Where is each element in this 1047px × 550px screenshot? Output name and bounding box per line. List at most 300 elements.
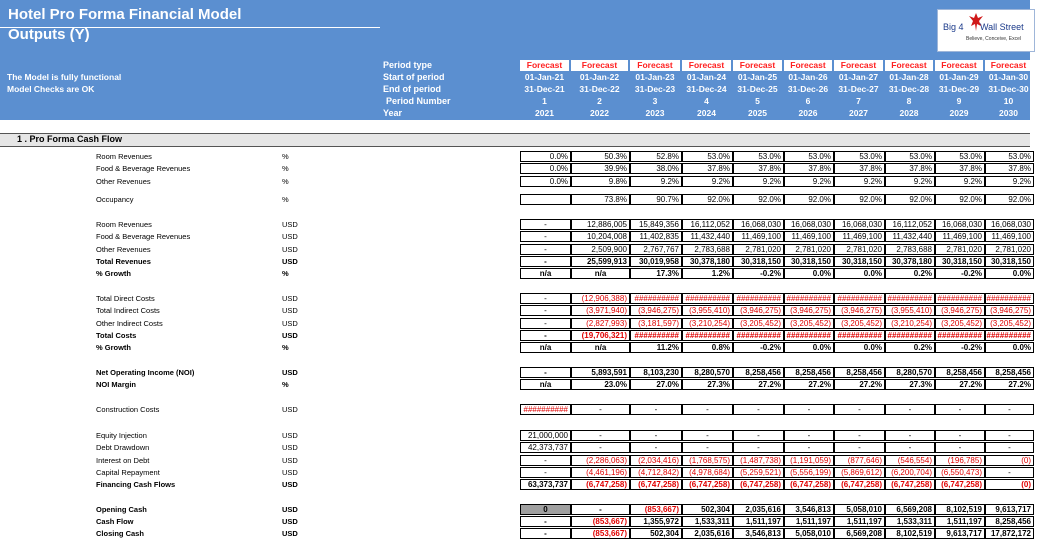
value-cell[interactable]: 5,058,010 — [834, 504, 885, 515]
value-cell[interactable]: (877,646) — [834, 455, 885, 466]
value-cell[interactable]: 37.8% — [885, 163, 935, 174]
value-cell[interactable]: (2,827,993) — [571, 318, 630, 329]
value-cell[interactable]: - — [571, 430, 630, 441]
value-cell[interactable]: (3,181,597) — [630, 318, 682, 329]
value-cell[interactable]: (853,667) — [630, 504, 682, 515]
value-cell[interactable]: 0.0% — [834, 342, 885, 353]
value-cell[interactable]: ########## — [520, 404, 571, 415]
row-unit: USD — [282, 294, 298, 303]
value-cell[interactable]: (4,461,196) — [571, 467, 630, 478]
value-cell[interactable]: 11.2% — [630, 342, 682, 353]
value-cell[interactable]: 53.0% — [784, 151, 834, 162]
value-cell[interactable]: 10,204,008 — [571, 231, 630, 242]
value-cell[interactable]: 30,318,150 — [985, 256, 1034, 267]
value-cell[interactable]: (12,906,388) — [571, 293, 630, 304]
period-label: Start of period — [383, 72, 445, 82]
value-cell[interactable]: 12,886,005 — [571, 219, 630, 230]
value-cell[interactable]: 30,378,180 — [682, 256, 733, 267]
period-label: Year — [383, 108, 403, 118]
period-type-cell: Forecast — [733, 60, 782, 71]
value-cell[interactable]: - — [784, 442, 834, 453]
value-cell[interactable]: 0.0% — [784, 342, 834, 353]
value-cell[interactable]: (2,286,063) — [571, 455, 630, 466]
row-label: Debt Drawdown — [96, 443, 150, 452]
value-cell[interactable]: - — [935, 404, 985, 415]
value-cell[interactable]: 3,546,813 — [784, 504, 834, 515]
value-cell[interactable]: - — [985, 442, 1034, 453]
period-year-cell: 2026 — [798, 108, 818, 118]
value-cell[interactable]: - — [985, 467, 1034, 478]
value-cell[interactable]: 1,511,197 — [834, 516, 885, 527]
value-cell[interactable]: 2,767,767 — [630, 244, 682, 255]
row-unit: USD — [282, 505, 298, 514]
value-cell[interactable]: - — [520, 293, 571, 304]
value-cell[interactable]: - — [520, 455, 571, 466]
value-cell[interactable]: 0.2% — [885, 268, 935, 279]
period-end-cell: 31-Dec-29 — [938, 84, 980, 94]
value-cell[interactable]: 37.8% — [682, 163, 733, 174]
value-cell[interactable]: 9.2% — [733, 176, 784, 187]
value-cell[interactable]: - — [834, 442, 885, 453]
period-type-cell: Forecast — [682, 60, 731, 71]
value-cell[interactable]: 11,469,100 — [733, 231, 784, 242]
value-cell[interactable]: (6,747,258) — [682, 479, 733, 490]
value-cell[interactable]: (5,556,199) — [784, 467, 834, 478]
value-cell[interactable]: 0.0% — [520, 176, 571, 187]
value-cell[interactable]: (546,554) — [885, 455, 935, 466]
value-cell[interactable]: 9.2% — [935, 176, 985, 187]
value-cell[interactable]: ########## — [682, 293, 733, 304]
value-cell[interactable]: 17,872,172 — [985, 528, 1034, 539]
value-cell[interactable]: 1.2% — [682, 268, 733, 279]
value-cell[interactable]: 53.0% — [935, 151, 985, 162]
value-cell[interactable]: (6,747,258) — [834, 479, 885, 490]
value-cell[interactable]: 53.0% — [985, 151, 1034, 162]
value-cell[interactable]: 50.3% — [571, 151, 630, 162]
value-cell[interactable]: 92.0% — [985, 194, 1034, 205]
value-cell[interactable]: 27.2% — [834, 379, 885, 390]
value-cell[interactable]: 16,068,030 — [834, 219, 885, 230]
value-cell[interactable]: - — [520, 367, 571, 378]
row-unit: USD — [282, 220, 298, 229]
value-cell[interactable]: 27.2% — [935, 379, 985, 390]
value-cell[interactable]: -0.2% — [733, 342, 784, 353]
value-cell[interactable]: - — [985, 404, 1034, 415]
value-cell[interactable]: (5,259,521) — [733, 467, 784, 478]
value-cell[interactable]: 0.0% — [985, 268, 1034, 279]
value-cell[interactable]: 6,569,208 — [834, 528, 885, 539]
value-cell[interactable]: (196,785) — [935, 455, 985, 466]
value-cell[interactable]: 92.0% — [784, 194, 834, 205]
period-type-cell: Forecast — [784, 60, 832, 71]
value-cell[interactable]: - — [885, 430, 935, 441]
value-cell[interactable]: - — [520, 528, 571, 539]
value-cell[interactable]: - — [520, 330, 571, 341]
value-cell[interactable]: - — [935, 430, 985, 441]
value-cell[interactable]: 9.2% — [985, 176, 1034, 187]
value-cell[interactable]: - — [571, 442, 630, 453]
value-cell[interactable]: 30,318,150 — [733, 256, 784, 267]
value-cell[interactable]: 502,304 — [630, 528, 682, 539]
value-cell[interactable]: 11,432,440 — [885, 231, 935, 242]
value-cell[interactable]: ########## — [885, 330, 935, 341]
value-cell[interactable]: 5,893,591 — [571, 367, 630, 378]
value-cell[interactable]: 8,280,570 — [885, 367, 935, 378]
value-cell[interactable]: 27.2% — [733, 379, 784, 390]
period-end-cell: 31-Dec-25 — [737, 84, 778, 94]
value-cell[interactable]: (5,869,612) — [834, 467, 885, 478]
value-cell[interactable]: (3,210,254) — [682, 318, 733, 329]
value-cell[interactable]: (1,768,575) — [682, 455, 733, 466]
value-cell[interactable]: ########## — [935, 293, 985, 304]
row-label: Total Direct Costs — [96, 294, 155, 303]
value-cell[interactable]: (19,706,321) — [571, 330, 630, 341]
period-year-cell: 2021 — [535, 108, 554, 118]
row-unit: USD — [282, 431, 298, 440]
value-cell[interactable]: ########## — [885, 293, 935, 304]
value-cell[interactable]: 30,318,150 — [784, 256, 834, 267]
value-cell[interactable]: ########## — [733, 293, 784, 304]
period-end-cell: 31-Dec-23 — [634, 84, 676, 94]
value-cell[interactable]: 52.8% — [630, 151, 682, 162]
value-cell[interactable]: 17.3% — [630, 268, 682, 279]
value-cell[interactable]: 1,533,311 — [682, 516, 733, 527]
value-cell[interactable]: - — [935, 442, 985, 453]
value-cell[interactable]: (3,205,452) — [733, 318, 784, 329]
value-cell[interactable]: (3,946,275) — [733, 305, 784, 316]
value-cell[interactable]: 38.0% — [630, 163, 682, 174]
value-cell[interactable]: - — [630, 404, 682, 415]
value-cell[interactable]: 27.3% — [682, 379, 733, 390]
value-cell[interactable]: (6,747,258) — [733, 479, 784, 490]
period-end-cell: 31-Dec-30 — [988, 84, 1029, 94]
value-cell[interactable]: (3,955,410) — [885, 305, 935, 316]
value-cell[interactable]: 27.2% — [985, 379, 1034, 390]
value-cell[interactable]: 1,511,197 — [935, 516, 985, 527]
value-cell[interactable]: (2,034,416) — [630, 455, 682, 466]
value-cell[interactable]: (6,747,258) — [935, 479, 985, 490]
value-cell[interactable]: (0) — [985, 479, 1034, 490]
value-cell[interactable]: - — [571, 504, 630, 515]
value-cell[interactable]: 8,102,519 — [935, 504, 985, 515]
value-cell[interactable]: 2,783,688 — [682, 244, 733, 255]
value-cell[interactable]: (3,946,275) — [985, 305, 1034, 316]
value-cell[interactable]: (3,971,940) — [571, 305, 630, 316]
value-cell[interactable]: 90.7% — [630, 194, 682, 205]
value-cell[interactable]: - — [682, 430, 733, 441]
value-cell[interactable]: 92.0% — [885, 194, 935, 205]
value-cell[interactable]: 11,432,440 — [682, 231, 733, 242]
value-cell[interactable]: ########## — [985, 330, 1034, 341]
value-cell[interactable]: 502,304 — [682, 504, 733, 515]
section-title: 1 . Pro Forma Cash Flow — [17, 134, 123, 144]
period-label: End of period — [383, 84, 441, 94]
value-cell[interactable]: 0 — [520, 504, 571, 515]
value-cell[interactable]: (0) — [985, 455, 1034, 466]
value-cell[interactable]: 0.0% — [520, 163, 571, 174]
value-cell[interactable]: - — [520, 219, 571, 230]
row-unit: USD — [282, 232, 298, 241]
value-cell[interactable]: - — [520, 231, 571, 242]
value-cell[interactable]: - — [630, 442, 682, 453]
value-cell[interactable]: 53.0% — [885, 151, 935, 162]
value-cell[interactable]: 8,258,456 — [733, 367, 784, 378]
value-cell[interactable]: 37.8% — [733, 163, 784, 174]
value-cell[interactable]: ########## — [630, 330, 682, 341]
value-cell[interactable]: 11,469,100 — [834, 231, 885, 242]
value-cell[interactable]: 11,469,100 — [985, 231, 1034, 242]
value-cell[interactable]: ########## — [935, 330, 985, 341]
value-cell[interactable]: 16,068,030 — [784, 219, 834, 230]
value-cell[interactable]: 1,511,197 — [784, 516, 834, 527]
value-cell[interactable]: n/a — [520, 379, 571, 390]
value-cell[interactable]: 9.2% — [885, 176, 935, 187]
value-cell[interactable]: 23.0% — [571, 379, 630, 390]
value-cell[interactable]: (6,747,258) — [784, 479, 834, 490]
row-unit: USD — [282, 306, 298, 315]
value-cell[interactable]: (6,747,258) — [885, 479, 935, 490]
value-cell[interactable]: ########## — [630, 293, 682, 304]
period-num-cell: 1 — [542, 96, 547, 106]
value-cell[interactable]: (4,712,842) — [630, 467, 682, 478]
value-cell[interactable]: 27.3% — [885, 379, 935, 390]
value-cell[interactable]: ########## — [834, 330, 885, 341]
row-label: Total Costs — [96, 331, 137, 340]
value-cell[interactable]: 92.0% — [682, 194, 733, 205]
period-year-cell: 2024 — [697, 108, 716, 118]
value-cell[interactable]: (6,747,258) — [571, 479, 630, 490]
value-cell[interactable]: (6,550,473) — [935, 467, 985, 478]
value-cell[interactable]: 8,258,456 — [784, 367, 834, 378]
value-cell[interactable]: 92.0% — [733, 194, 784, 205]
value-cell[interactable]: - — [682, 442, 733, 453]
logo-name-1: Big 4 — [943, 22, 964, 32]
period-type-cell: Forecast — [935, 60, 983, 71]
value-cell[interactable]: n/a — [571, 268, 630, 279]
value-cell[interactable]: ########## — [682, 330, 733, 341]
value-cell[interactable]: 16,068,030 — [935, 219, 985, 230]
value-cell[interactable]: - — [571, 404, 630, 415]
value-cell[interactable]: (3,946,275) — [935, 305, 985, 316]
value-cell[interactable]: 8,280,570 — [682, 367, 733, 378]
value-cell[interactable]: n/a — [571, 342, 630, 353]
value-cell[interactable]: - — [682, 404, 733, 415]
value-cell[interactable]: (3,205,452) — [985, 318, 1034, 329]
value-cell[interactable]: 9,613,717 — [985, 504, 1034, 515]
period-start-cell: 01-Jan-22 — [579, 72, 620, 82]
value-cell[interactable]: ########## — [834, 293, 885, 304]
period-start-cell: 01-Jan-28 — [889, 72, 929, 82]
period-year-cell: 2029 — [949, 108, 969, 118]
value-cell[interactable]: 0.0% — [520, 151, 571, 162]
value-cell[interactable]: 8,258,456 — [935, 367, 985, 378]
row-label: Opening Cash — [96, 505, 147, 514]
value-cell[interactable]: - — [733, 404, 784, 415]
value-cell[interactable]: - — [733, 442, 784, 453]
value-cell[interactable]: - — [885, 442, 935, 453]
period-year-cell: 2022 — [590, 108, 609, 118]
value-cell[interactable]: ########## — [733, 330, 784, 341]
value-cell[interactable]: 27.2% — [784, 379, 834, 390]
value-cell[interactable]: 9,613,717 — [935, 528, 985, 539]
value-cell[interactable]: 53.0% — [682, 151, 733, 162]
value-cell[interactable]: 9.2% — [784, 176, 834, 187]
value-cell[interactable]: 21,000,000 — [520, 430, 571, 441]
value-cell[interactable]: 16,068,030 — [985, 219, 1034, 230]
period-type-cell: Forecast — [885, 60, 933, 71]
value-cell[interactable]: 1,355,972 — [630, 516, 682, 527]
period-year-cell: 2030 — [999, 108, 1018, 118]
value-cell[interactable]: - — [784, 430, 834, 441]
value-cell[interactable]: 1,511,197 — [733, 516, 784, 527]
value-cell[interactable]: - — [985, 430, 1034, 441]
value-cell[interactable]: 30,318,150 — [834, 256, 885, 267]
value-cell[interactable]: ########## — [784, 330, 834, 341]
row-label: Other Indirect Costs — [96, 319, 163, 328]
value-cell[interactable]: 37.8% — [935, 163, 985, 174]
value-cell[interactable]: 42,373,737 — [520, 442, 571, 453]
value-cell[interactable]: - — [520, 256, 571, 267]
period-start-cell: 01-Jan-30 — [988, 72, 1029, 82]
row-label: Financing Cash Flows — [96, 480, 176, 489]
value-cell[interactable]: (3,205,452) — [784, 318, 834, 329]
value-cell[interactable]: 2,781,020 — [834, 244, 885, 255]
period-end-cell: 31-Dec-21 — [524, 84, 565, 94]
value-cell[interactable]: 16,112,052 — [682, 219, 733, 230]
value-cell[interactable]: - — [834, 430, 885, 441]
value-cell[interactable]: 1,533,311 — [885, 516, 935, 527]
value-cell[interactable]: 16,112,052 — [885, 219, 935, 230]
value-cell[interactable]: 30,318,150 — [935, 256, 985, 267]
value-cell[interactable]: - — [520, 305, 571, 316]
period-num-cell: 2 — [597, 96, 602, 106]
value-cell[interactable]: 37.8% — [834, 163, 885, 174]
value-cell[interactable]: 11,469,100 — [935, 231, 985, 242]
value-cell[interactable]: ########## — [784, 293, 834, 304]
value-cell[interactable]: (6,747,258) — [630, 479, 682, 490]
value-cell[interactable]: 25,599,913 — [571, 256, 630, 267]
value-cell[interactable]: 15,849,356 — [630, 219, 682, 230]
value-cell[interactable]: -0.2% — [733, 268, 784, 279]
value-cell[interactable]: (1,191,059) — [784, 455, 834, 466]
value-cell[interactable]: - — [885, 404, 935, 415]
value-cell[interactable]: (4,978,684) — [682, 467, 733, 478]
value-cell[interactable]: 39.9% — [571, 163, 630, 174]
value-cell[interactable]: - — [630, 430, 682, 441]
value-cell[interactable]: 37.8% — [784, 163, 834, 174]
value-cell[interactable]: - — [520, 318, 571, 329]
value-cell[interactable]: (3,210,254) — [885, 318, 935, 329]
value-cell[interactable]: -0.2% — [935, 268, 985, 279]
value-cell[interactable]: (1,487,738) — [733, 455, 784, 466]
value-cell[interactable]: 53.0% — [834, 151, 885, 162]
value-cell[interactable]: (853,667) — [571, 528, 630, 539]
value-cell[interactable]: 2,781,020 — [935, 244, 985, 255]
value-cell[interactable]: - — [520, 467, 571, 478]
value-cell[interactable]: (3,946,275) — [784, 305, 834, 316]
value-cell[interactable]: 2,035,616 — [733, 504, 784, 515]
value-cell[interactable]: 8,258,456 — [985, 367, 1034, 378]
value-cell[interactable]: 0.0% — [985, 342, 1034, 353]
value-cell[interactable]: (3,955,410) — [682, 305, 733, 316]
value-cell[interactable]: n/a — [520, 268, 571, 279]
value-cell[interactable]: 2,509,900 — [571, 244, 630, 255]
value-cell[interactable]: ########## — [985, 293, 1034, 304]
value-cell[interactable] — [520, 194, 571, 205]
value-cell[interactable]: 2,781,020 — [733, 244, 784, 255]
value-cell[interactable]: 8,103,230 — [630, 367, 682, 378]
value-cell[interactable]: 2,035,616 — [682, 528, 733, 539]
value-cell[interactable]: 11,469,100 — [784, 231, 834, 242]
row-label: Total Revenues — [96, 257, 151, 266]
value-cell[interactable]: 9.2% — [630, 176, 682, 187]
row-unit: USD — [282, 405, 298, 414]
value-cell[interactable]: 92.0% — [834, 194, 885, 205]
row-unit: % — [282, 380, 289, 389]
value-cell[interactable]: 9.2% — [834, 176, 885, 187]
value-cell[interactable]: -0.2% — [935, 342, 985, 353]
row-unit: USD — [282, 468, 298, 477]
value-cell[interactable]: 2,781,020 — [784, 244, 834, 255]
logo-tagline: Believe, Conceive, Excel — [966, 36, 1022, 42]
value-cell[interactable]: (3,205,452) — [834, 318, 885, 329]
value-cell[interactable]: - — [733, 430, 784, 441]
value-cell[interactable]: 63,373,737 — [520, 479, 571, 490]
value-cell[interactable]: 0.0% — [784, 268, 834, 279]
value-cell[interactable]: 0.8% — [682, 342, 733, 353]
value-cell[interactable]: 9.8% — [571, 176, 630, 187]
row-unit: USD — [282, 245, 298, 254]
value-cell[interactable]: 30,019,958 — [630, 256, 682, 267]
value-cell[interactable]: 37.8% — [985, 163, 1034, 174]
row-label: Cash Flow — [96, 517, 134, 526]
period-start-cell: 01-Jan-26 — [788, 72, 828, 82]
value-cell[interactable]: 27.0% — [630, 379, 682, 390]
value-cell[interactable]: - — [834, 404, 885, 415]
value-cell[interactable]: 6,569,208 — [885, 504, 935, 515]
value-cell[interactable]: 3,546,813 — [733, 528, 784, 539]
value-cell[interactable]: 92.0% — [935, 194, 985, 205]
value-cell[interactable]: n/a — [520, 342, 571, 353]
value-cell[interactable]: 0.2% — [885, 342, 935, 353]
value-cell[interactable]: 8,102,519 — [885, 528, 935, 539]
value-cell[interactable]: 8,258,456 — [985, 516, 1034, 527]
value-cell[interactable]: - — [520, 516, 571, 527]
value-cell[interactable]: (3,946,275) — [630, 305, 682, 316]
value-cell[interactable]: 16,068,030 — [733, 219, 784, 230]
eagle-icon — [969, 12, 983, 32]
value-cell[interactable]: 2,783,688 — [885, 244, 935, 255]
row-unit: USD — [282, 529, 298, 538]
value-cell[interactable]: (3,946,275) — [834, 305, 885, 316]
value-cell[interactable]: 30,378,180 — [885, 256, 935, 267]
period-end-cell: 31-Dec-26 — [787, 84, 829, 94]
value-cell[interactable]: 11,402,835 — [630, 231, 682, 242]
value-cell[interactable]: - — [520, 244, 571, 255]
value-cell[interactable]: (6,200,704) — [885, 467, 935, 478]
value-cell[interactable]: 5,058,010 — [784, 528, 834, 539]
value-cell[interactable]: 53.0% — [733, 151, 784, 162]
value-cell[interactable]: (853,667) — [571, 516, 630, 527]
value-cell[interactable]: 8,258,456 — [834, 367, 885, 378]
value-cell[interactable]: 9.2% — [682, 176, 733, 187]
period-start-cell: 01-Jan-25 — [737, 72, 778, 82]
value-cell[interactable]: (3,205,452) — [935, 318, 985, 329]
value-cell[interactable]: - — [784, 404, 834, 415]
value-cell[interactable]: 0.0% — [834, 268, 885, 279]
value-cell[interactable]: 2,781,020 — [985, 244, 1034, 255]
value-cell[interactable]: 73.8% — [571, 194, 630, 205]
